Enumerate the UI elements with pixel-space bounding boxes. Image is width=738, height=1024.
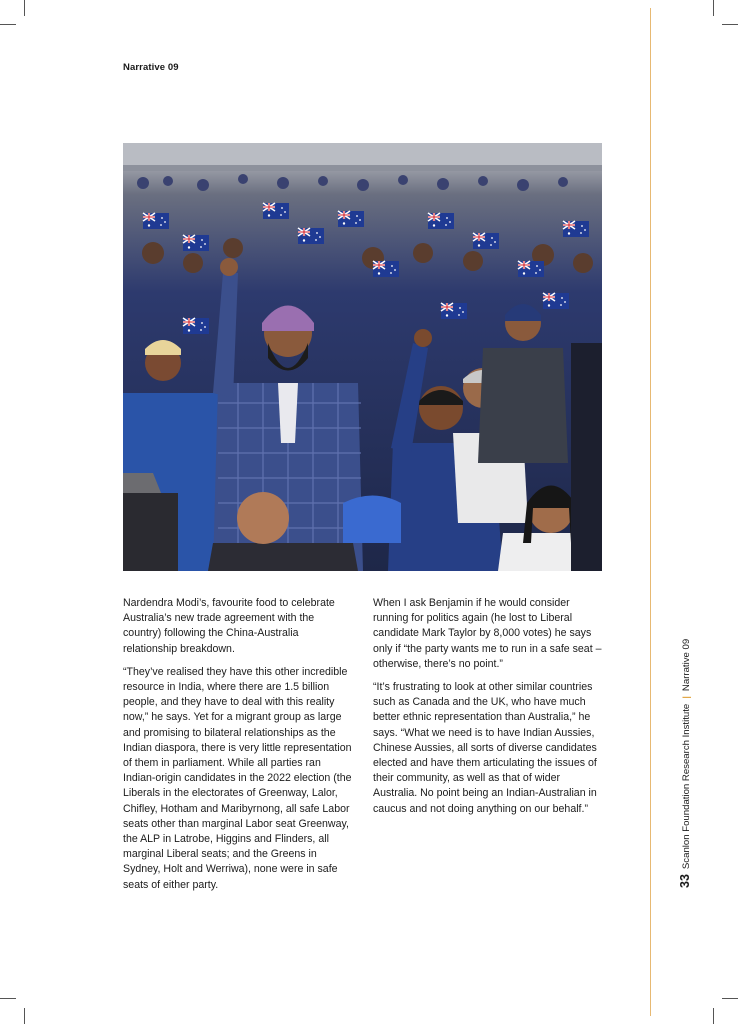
crop-mark-bottom-left-h: [0, 998, 16, 999]
left-paragraph-2: “They’ve realised they have this other incredible resource in India, where there are 1.5 billion people, and they have to deal with this reality now,” he says. Yet for a migrant group as large and promising to bilateral relationships as the Indian diaspora, there is very little representation of them in parliament. While all parties ran Indian-origin candidates in the 2022 election (the Liberals in the electorates of Greenway, Lalor, Chifley, Hotham and Maribyrnong, all safe Labor seats other than marginal Labor seat Greenway, the ALP in Latrobe, Higgins and Flinders, all marginal Liberal seats; and the Greens in Sydney, Holt and Werriwa), none were in safe seats of either party.: [123, 665, 352, 891]
right-paragraph-2: “It’s frustrating to look at other similar countries such as Canada and the UK, who have much better ethnic representation than Australia,” he says. “What we need is to have Indian Aussies, Chinese Aussies, all sorts of diverse candidates elected and have them articulating the issues of their community, as well as that of wider Australia. No point being an Indian-Australian in caucus and not doing anything on our behalf.”: [373, 681, 597, 815]
crowd-with-flags-image: [123, 143, 602, 571]
left-text-column: [123, 596, 355, 901]
vertical-footer: [678, 639, 692, 888]
section-name: Narrative 09: [681, 638, 692, 692]
crop-mark-top-left: [24, 0, 25, 16]
publisher-name: Scanlon Foundation Research Institute: [681, 703, 692, 870]
crop-mark-bottom-left: [24, 1008, 25, 1024]
crop-mark-bottom-right-h: [722, 998, 738, 999]
page-number: 33: [678, 874, 692, 888]
running-header: Narrative 09: [123, 62, 179, 73]
margin-accent-line: [650, 8, 651, 1016]
crop-mark-top-right-h: [722, 24, 738, 25]
crop-mark-top-left-h: [0, 24, 16, 25]
crop-mark-top-right: [713, 0, 714, 16]
right-text-column: [373, 596, 605, 825]
footer-separator: |: [681, 696, 692, 699]
crop-mark-bottom-right: [713, 1008, 714, 1024]
left-paragraph-1: Nardendra Modi’s, favourite food to celebrate Australia’s new trade agreement with the country) following the China-Australia relationship breakdown.: [123, 597, 335, 655]
right-paragraph-1: When I ask Benjamin if he would consider running for politics again (he lost to Liberal candidate Mark Taylor by 8,000 votes) he says only if “the party wants me to run in a safe seat –otherwise, there’s no point.”: [373, 597, 602, 670]
